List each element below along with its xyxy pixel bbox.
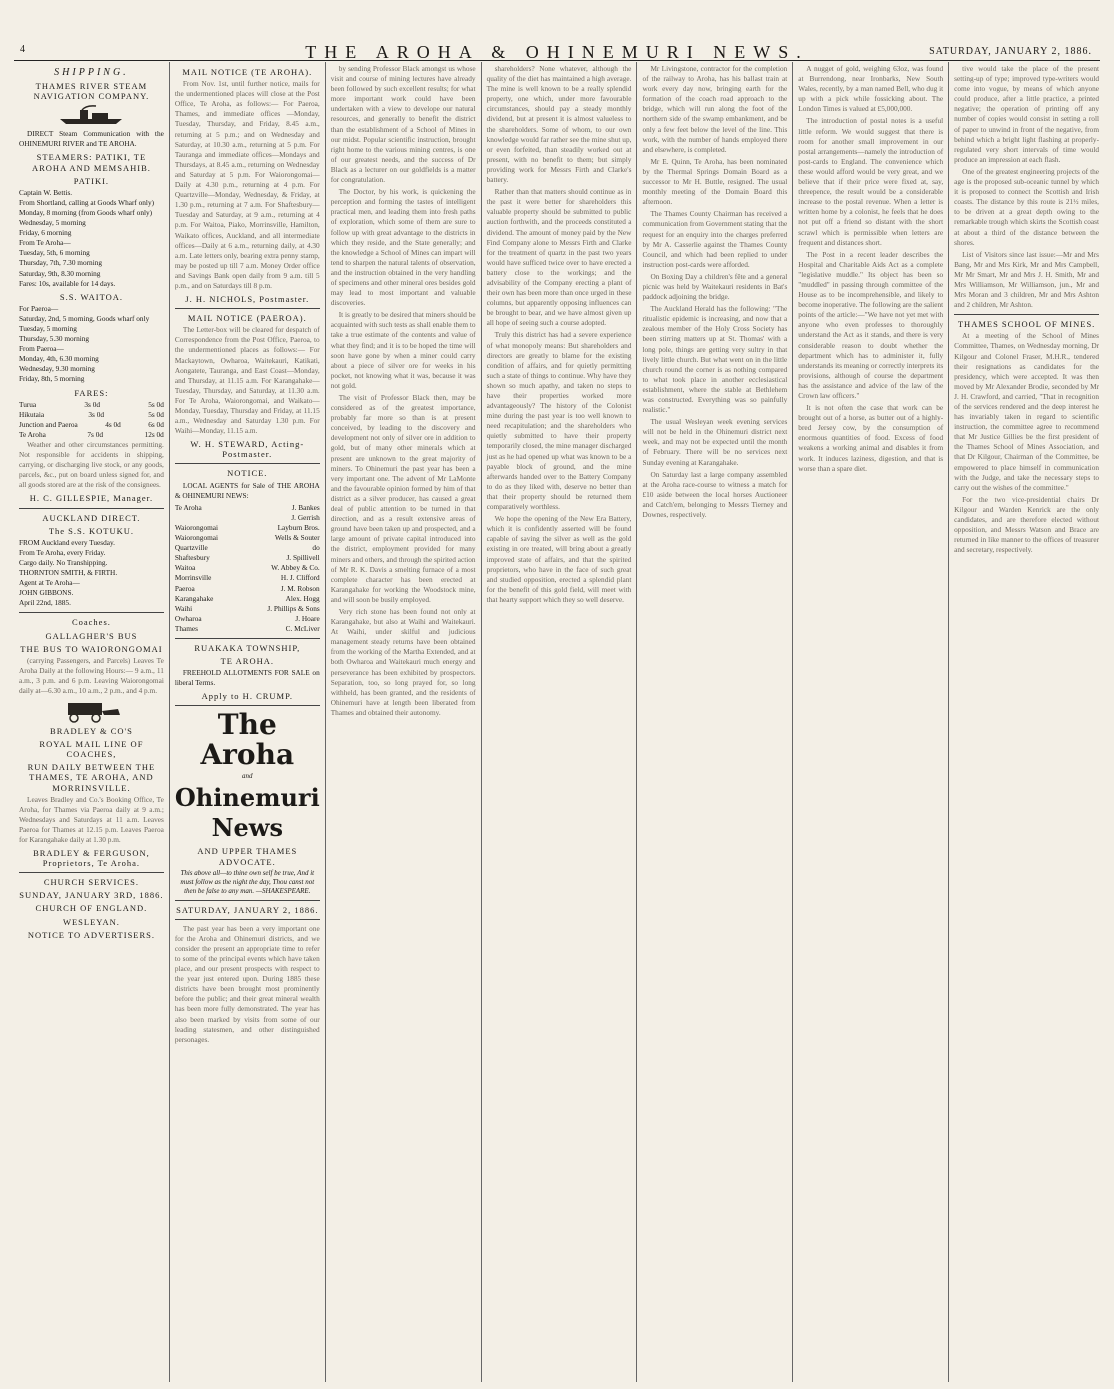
- masthead-title-line-2: Ohinemuri News: [174, 783, 320, 843]
- agent-row: J. Gerrish: [291, 512, 320, 522]
- agent-row: Quartzville do: [174, 543, 320, 553]
- page-header: [14, 8, 1100, 60]
- postmaster-signature: J. H. NICHOLS, Postmaster.: [185, 294, 310, 305]
- wesleyan-heading: WESLEYAN.: [62, 916, 120, 927]
- body-text: by sending Professor Black amongst us whose visit and course of mining lectures have already been followed by such excellent results; for what more important work could have been undertaken with a view to develope our natural resources, and generally to benefit the district than the establishment of a School of Mines in our midst. Popular scientific instruction, brought right home to the various mining centres, is one of our greatest needs, and the success of Dr Black as a lecturer on our goldfields is a matter for congratulation.: [330, 64, 476, 185]
- body-text: It is greatly to be desired that miners should be acquainted with such tests as shall enable them to take a true estimate of the contents and value of what they find; and it is to be hoped the time will soon have gone by when a miner could carry about a piece of silver ore for weeks in his pocket, not knowing what it was, because it was not gold.: [330, 310, 476, 390]
- bradley-heading: BRADLEY & CO'S: [50, 726, 133, 737]
- divider: [954, 314, 1099, 315]
- bradley-ferguson-signature: BRADLEY & FERGUSON, Proprietors, Te Aroha.: [33, 848, 150, 869]
- body-text: The Thames County Chairman has received a communication from Government stating that the request for an enquiry into the charges preferred by Mr A. Casserlie against the Thames County Council, and which had been replied to under instruction post-cards were afforded.: [642, 209, 788, 269]
- column-4: [481, 62, 637, 1382]
- agent-row: Shaftesbury J. Spillivell: [174, 553, 320, 563]
- body-text: From Nov. 1st, until further notice, mails for the undermentioned places will close at the Post Office, Te Aroha, as follows:— For Paeroa, Thames, and immediate offices —Monday, Tuesday, Thursday, and Friday, 8.45 a.m., returning at 5 p.m.; and on Wednesday and Saturday, at 10.30 a.m., returning at 5 p.m. For Tauranga and immediate offices—Mondays and Thursdays, at 8.45 a.m., returning on Wednesday and Saturday at 5 p.m. For Waiorongomai—Daily at 4.30 p.m., returning at 4 p.m. For Quartzville—Monday, Wednesday, & Friday, at 1.30 p.m., returning at 7 a.m. For Shaftesbury—Tuesday and Saturday, at 9 a.m., returning at 4 p.m. For Waitoa, Piako, Morrinsville, Hamilton, Waikato offices, Auckland, and all intermediate offices—Daily at 6 a.m., returning daily, at 4.30 a.m. Late letters only, bearing extra penny stamp, may be posted up till 7 a.m. Money Order office and Savings Bank open daily from 9 a.m. till 5 p.m., and on Saturdays till 8 p.m.: [174, 79, 320, 290]
- column-5: [636, 62, 792, 1382]
- agent-row: Owharoa J. Hoare: [174, 613, 320, 623]
- column-3: [325, 62, 481, 1382]
- fare-row: Turua 3s 0d 5s 0d: [19, 399, 164, 409]
- body-text: Weather and other circumstances permitting. Not responsible for accidents in shipping, carrying, or discharging live stock, or any goods, parcels, &c., put on board unless signed for, and all goods stored are at the risk of the consignees.: [19, 440, 164, 490]
- editorial-date: SATURDAY, JANUARY 2, 1886.: [176, 904, 319, 915]
- schedule-line: For Paeroa—: [19, 303, 59, 313]
- auckland-direct-heading: AUCKLAND DIRECT.: [42, 512, 141, 523]
- fare-row: Hikutaia 3s 0d 5s 0d: [19, 409, 164, 419]
- agent-row: Karangahake Alex. Hogg: [174, 593, 320, 603]
- acting-postmaster-signature: W. H. STEWARD, Acting-Postmaster.: [190, 439, 305, 460]
- fare-row: Te Aroha 7s 0d 12s 0d: [19, 429, 164, 439]
- patiki-heading: PATIKI.: [73, 175, 110, 186]
- detail-line: Cargo daily. No Transhipping.: [19, 557, 108, 567]
- columns: [14, 62, 1104, 1382]
- body-text: One of the greatest engineering projects of the age is the proposed sub-oceanic tunnel by which it is proposed to connect the Scottish and Irish coasts. The distance by this route is 21½ miles, to be driven at a great depth owing to the remarkable trough which skirts the Scottish coast at about a third of the distance between the shores.: [954, 166, 1100, 247]
- body-text: The Letter-box will be cleared for despatch of Correspondence from the Post Office, Paeroa, to the undermentioned places as follows:— For Mackaytown, Owharoa, Waitekauri, Katikati, Aongatete, Tauranga, and East Coast—Monday, and Thursday, at 11.15 a.m. For Karangahake—Tuesday, Thursday, and Saturday, at 11.30 a.m. For Te Aroha, Waiorongomai, and Waikato—Monday, Tuesday, Thursday and Friday, at 11.15 a.m., Wednesday and Saturday 1.30 p.m. For Waihi—Monday, 11.15 a.m.: [174, 325, 320, 436]
- masthead-conjunction: and: [242, 772, 253, 781]
- schedule-line: Monday, 8 morning (from Goods wharf only): [19, 207, 153, 217]
- masthead-title-line-1: The Aroha: [200, 708, 295, 772]
- church-heading: CHURCH SERVICES.: [43, 877, 139, 888]
- schedule-line: Wednesday, 9.30 morning: [19, 364, 95, 374]
- body-text: shareholders? None whatever, although the quality of the diet has maintained a high average. The mine is well known to be a really splendid property, one which, under more favourable circumstances, should pay a steady monthly dividend, but at present it is almost valueless to the shareholders. Some of whom, to our own knowledge would far rather see the mine shut up, or even forfeited, than steadily worked out at present, with no benefit to them; but simply providing work for Messrs Firth and Clarke's battery.: [486, 64, 632, 185]
- page-number: 4: [20, 44, 25, 55]
- steamship-icon: [56, 104, 126, 126]
- body-text: Very rich stone has been found not only at Karangahake, but also at Waihi and Waitekauri. At Waihi, under skilful and judicious management steady returns have been obtained from the working of the Martha Extended, and at both Owharoa and Waitekauri much energy and perseverance has been exhibited by prospectors. Separation, too, so long prayed for, so long withheld, has been granted, and the residents of Ohinemuri have at length been liberated from Thames and obtained their autonomy.: [330, 606, 476, 717]
- ruakaka-heading: RUAKAKA TOWNSHIP,: [194, 642, 301, 653]
- schedule-line: Friday, 6 morning: [19, 228, 72, 238]
- body-text: The Auckland Herald has the following: "The ritualistic epidemic is increasing, and now that a zealous member of the Holy Cross Society has been stirring matters up at St. Thomas' with a long pole, things are getting very sultry in that lively little church. But what went on in the little church round the corner is as nothing compared to what took place in another ecclesiastical establishment, where the stable at Bethlehem was constructed. Everything was so painfully realistic.": [642, 304, 788, 415]
- schedule-line: Friday, 8th, 5 morning: [19, 374, 85, 384]
- body-text: The usual Wesleyan week evening services will not be held in the Ohinemuri district next week, and may not be expected until the month of February. There will be no services next Sunday evening at Karangahake.: [642, 417, 788, 467]
- body-text: On Boxing Day a children's fête and a general picnic was held by Waitekauri residents in Bat's paddock adjoining the bridge.: [642, 271, 788, 302]
- freehold-notice: FREEHOLD ALLOTMENTS FOR SALE on liberal Terms.: [174, 668, 320, 688]
- agent-row: Thames C. McLiver: [174, 623, 320, 633]
- divider: [175, 463, 320, 464]
- company-name: THAMES RIVER STEAM NAVIGATION COMPANY.: [33, 81, 150, 102]
- shipping-heading: SHIPPING.: [54, 67, 129, 78]
- thames-school-heading: THAMES SCHOOL OF MINES.: [957, 319, 1096, 330]
- schedule-line: Wednesday, 5 morning: [19, 218, 86, 228]
- agent-row: Waiorongomai Layburn Bros.: [174, 522, 320, 532]
- mail-notice-paeroa-heading: MAIL NOTICE (PAEROA).: [187, 313, 307, 324]
- body-text: Leaves Bradley and Co.'s Booking Office, Te Aroha, for Thames via Paeroa daily at 9 a.m.; Wednesdays and Saturdays at 11 a.m. Leaves Paeroa for Thames at 12.15 p.m. Leaves Paeroa for Karangahake daily at 1.30 p.m.: [19, 794, 164, 844]
- steamers-list: STEAMERS: PATIKI, TE AROHA AND MEMSAHIB.: [31, 152, 151, 173]
- manager-signature: H. C. GILLESPIE, Manager.: [29, 493, 154, 504]
- divider: [175, 900, 320, 901]
- coach-icon: [56, 699, 126, 723]
- fares-table: [19, 400, 164, 440]
- body-text: (carrying Passengers, and Parcels) Leaves Te Aroha Daily at the following Hours:— 9 a.m., 11 a.m., 3 p.m. and 6 p.m. Leaving Waiorongomai daily at—6.30 a.m., 10 a.m., 2 p.m., and 4 p.m.: [19, 655, 164, 695]
- agent-row: Te Aroha J. Bankes: [174, 502, 320, 512]
- body-text: List of Visitors since last issue:—Mr and Mrs Bang, Mr and Mrs Kirk, Mr and Mrs Campbell, Mr Mr Smart, Mr and Mrs J. H. Smith, Mr and Mrs Williamson, Mr Williamson, jun., Mr and Mrs Moran and 3 children, Mr and Mrs Ashton and 2 children, Mr Ashton.: [954, 249, 1100, 310]
- agent-row: Morrinsville H. J. Clifford: [174, 573, 320, 583]
- column-1: [14, 62, 169, 1382]
- body-text: For the two vice-presidential chairs Dr Kilgour and Warden Kenrick are the only candidates, and are therefore elected without opposition, and Messrs Watson and Brace are returned in like manner to the offices of treasurer and secretary, respectively.: [954, 494, 1100, 555]
- fares-heading: FARES:: [74, 387, 109, 398]
- divider: [175, 705, 320, 706]
- divider: [175, 638, 320, 639]
- coaches-heading: Coaches.: [71, 617, 111, 628]
- detail-line: FROM Auckland every Tuesday.: [19, 537, 116, 547]
- body-text: Rather than that matters should continue as in the past it were better for shareholders this valuable property should be submitted to public auction forthwith, and the proceeds constituted a dividend. The amount of money paid by the New Find Company alone to Messrs Firth and Clarke for the treatment of quartz in the past two years would have sufficed twice over to have erected a battery close to the workings; and the advisability of the Company erecting a plant of their own has been more than once urged in these columns, but apparently opposing influences can be brought to bear, and we have almost given up all hope of seeing such a course adopted.: [486, 187, 632, 328]
- body-text: Mr Livingstone, contractor for the completion of the railway to Aroha, has his ballast train at work every day now, bringing earth for the formation of the coach road approach to the bridge, which will run along the foot of the northern side of the swamp embankment, and be only a few feet below the level of the line. This work, with the number of hands employed there and elsewhere, is completed.: [642, 64, 788, 154]
- column-2: [169, 62, 325, 1382]
- schedule-line: Tuesday, 5 morning: [19, 323, 77, 333]
- gallagher-subheading: THE BUS TO WAIORONGOMAI: [20, 643, 163, 654]
- body-text: On Saturday last a large company assembled at the Aroha race-course to witness a match for £10 aside between the local horses Auctioneer and Catch'em, belonging to Messrs Tierney and Downes, respectively.: [642, 469, 788, 520]
- agents-intro: LOCAL AGENTS for Sale of THE AROHA & OHINEMURI NEWS:: [174, 480, 320, 500]
- header-rule: [14, 60, 1100, 61]
- body-text: At a meeting of the School of Mines Committee, Thames, on Wednesday morning, Dr Kilgour and Colonel Fraser, M.H.R., tendered their resignations as candidates for the presidency, which were accepted. It was then moved by Mr Alexander Brodie, seconded by Mr J. H. Crawford, and carried, "That in recognition of the services rendered and the deep interest he has invariably taken in regard to scientific instruction, the committee agree to recommend that Mr Justice Gillies be the first president of the Thames School of Mines Association, and that Dr Kilgour, Chairman of the Committee, be empowered to place himself in communication with the Judge, and take the necessary steps to carry out the wishes of the committee.": [954, 331, 1100, 492]
- schedule-line: From Shortland, calling at Goods Wharf only): [19, 197, 155, 207]
- agents-list: [175, 503, 320, 634]
- schedule-line: Tuesday, 5th, 6 morning: [19, 248, 90, 258]
- masthead-subtitle: AND UPPER THAMES ADVOCATE.: [197, 846, 298, 867]
- body-text: The visit of Professor Black then, may be considered as of the greatest importance, probably far more so than is at present conceived, by leading to the discovery and development not only of silver ore in addition to gold, but of many other minerals which at present are unknown to the great majority of miners. To Ohinemuri the past year has been a very important one. The advent of Mr LaMonte and the favourable opinion formed by him of that district as a silver producer, has caused a great deal of public attention to be turned in that direction, and as a result extensive areas of ground have been taken up and prospected, and a large amount of private capital introduced into the district, employment provided for many miners and others, and through the spirited action of Mr R. K. Davis a smelting furnace of a most complete character has been erected at Karangahake for working the Woodstock mine, and will soon be busily employed.: [330, 393, 476, 604]
- schedule-line: From Te Aroha—: [19, 238, 71, 248]
- agent-row: Waitoa W. Abbey & Co.: [174, 563, 320, 573]
- waitoa-schedule: [19, 304, 164, 385]
- advertisers-notice-heading: NOTICE TO ADVERTISERS.: [27, 929, 156, 940]
- fare-row: Junction and Paeroa 4s 0d 6s 0d: [19, 419, 164, 429]
- body-text: The introduction of postal notes is a useful little reform. We would suggest that there is room for another small improvement in our postal arrangements—namely the introduction of post-cards to England. The convenience which these would afford would be very great, and we believe that if their price were fixed at, say, threepence, the result would be a considerable increase to the postal revenue. When a letter is written home by a colonist, he feels that he does not put off a friend so distant with the short scrawl which is permissible when letters are frequent and distances short.: [798, 116, 944, 247]
- waitoa-heading: S.S. WAITOA.: [59, 291, 124, 302]
- detail-line: April 22nd, 1885.: [19, 598, 71, 608]
- detail-line: JOHN GIBBONS.: [19, 588, 74, 598]
- detail-line: From Te Aroha, every Friday.: [19, 547, 106, 557]
- body-text: Truly this district has had a severe experience of what monopoly means: But shareholders and directors are greatly to blame for the existing condition of affairs, and for quietly permitting such a state of things to continue. Why have they shown so much apathy, and taken no steps to have their properties worked more advantageously? The history of the Colonist mine during the past year is too well known to need recapitulation; and the shareholders who quietly submitted to have their property temporarily closed, the mine manager discharged just as he had opened up what was known to be a payable block of ground, and the mine afterwards handed over to the Battery Company to do as they liked with, deserve no better than that their property should be returned them comparatively worthless.: [486, 330, 632, 512]
- editorial-text: The past year has been a very important one for the Aroha and Ohinemuri districts, and we consider the present an appropriate time to refer to some of the principal events which have taken place, and our present prospects with respect to the year just entered upon. During 1885 these districts have been brought most prominently before the public; and their great mineral wealth has been more fully demonstrated. The year has also been marked by visits from some of our leading statesmen, and other distinguished personages.: [174, 923, 320, 1044]
- detail-line: Agent at Te Aroha—: [19, 578, 80, 588]
- royal-mail-subheading: RUN DAILY BETWEEN THE THAMES, TE AROHA, AND MORRINSVILLE.: [27, 762, 156, 793]
- gallagher-heading: GALLAGHER'S BUS: [45, 630, 138, 641]
- newspaper-title: THE AROHA & OHINEMURI NEWS.: [305, 42, 809, 62]
- schedule-line: Thursday, 7th, 7.30 morning: [19, 258, 103, 268]
- body-text: It is not often the case that work can be brought out of a horse, as butter out of a highly-bred Jersey cow, by the consumption of enormous quantities of food. Excess of food weakens a working animal and disables it from work. It induces laziness, digestion, and that is worse than a spare diet.: [798, 403, 944, 473]
- body-text: tive would take the place of the present setting-up of type; improved type-writers would come into vogue, by means of which anyone could produce, after a little practice, a printed negative; the operation of printing off any number of copies would consist in setting a roll of paper to unwind in front of the negative, from behind which a bright light flashing at properly-regulated very short intervals of time would produce an impression at each flash.: [954, 64, 1100, 164]
- schedule-line: Thursday, 5.30 morning: [19, 334, 90, 344]
- divider: [175, 919, 320, 920]
- divider: [175, 308, 320, 309]
- body-text: A nugget of gold, weighing 63oz, was found at Burrendong, near Ironbarks, New South Wales, recently, by a man named Bell, who dug it up with a pick while fossicking about. The London Times is valued at £5,000,000.: [798, 64, 944, 114]
- schedule-line: Monday, 4th, 6.30 morning: [19, 354, 99, 364]
- coe-heading: CHURCH OF ENGLAND.: [35, 903, 148, 914]
- column-6: [792, 62, 948, 1382]
- ruakaka-subheading: TE AROHA.: [220, 656, 274, 667]
- schedule-line: From Paeroa—: [19, 344, 64, 354]
- divider: [19, 508, 164, 509]
- masthead-motto: This above all—to thine own self be true, And it must follow as the night the day, Thou canst not then be false to any man. —SHAKESPEARE.: [180, 868, 315, 895]
- kotuku-details: [19, 538, 164, 609]
- agent-row: Waihi J. Phillips & Sons: [174, 603, 320, 613]
- church-date: SUNDAY, JANUARY 3RD, 1886.: [19, 890, 164, 901]
- detail-line: THORNTON SMITH, & FIRTH.: [19, 568, 118, 578]
- divider: [19, 612, 164, 613]
- royal-mail-heading: ROYAL MAIL LINE OF COACHES,: [39, 739, 144, 760]
- patiki-schedule: [19, 188, 164, 289]
- body-text: We hope the opening of the New Era Battery, which it is confidently asserted will be found capable of saving the silver as well as the gold existing in ore treated, will bring about a greatly improved state of affairs, and that the spirited proprietors, who have in the face of such great and studied opposition, erected a splendid plant for the benefit of this gold field, will meet with that hearty support which they so well deserve.: [486, 514, 632, 604]
- mail-notice-heading: MAIL NOTICE (TE AROHA).: [182, 67, 313, 77]
- schedule-line: Fares: 10s, available for 14 days.: [19, 278, 116, 288]
- kotuku-heading: The S.S. KOTUKU.: [48, 525, 135, 536]
- apply-line: Apply to H. CRUMP.: [201, 691, 294, 702]
- notice-heading: NOTICE.: [227, 468, 268, 479]
- schedule-line: Saturday, 2nd, 5 morning, Goods wharf only: [19, 313, 150, 323]
- direct-service: DIRECT Steam Communication with the OHINEMURI RIVER and TE AROHA.: [19, 129, 164, 149]
- column-7: [948, 62, 1104, 1382]
- schedule-line: Captain W. Bettis.: [19, 187, 73, 197]
- divider: [19, 872, 164, 873]
- body-text: The Doctor, by his work, is quickening the perception and forming the tastes of intelligent practical men, and leading them into fresh paths of exploration, which some of them are sure to follow up with great advantage to the districts in which they reside, and the State generally; and the knowledge a School of Mines can impart will tend to sharpen the natural talents of observation, and the instruction obtained in the very handling of specimens and other mineral ores besides gold may lead to most important and valuable discoveries.: [330, 187, 476, 308]
- schedule-line: Saturday, 9th, 8.30 morning: [19, 268, 101, 278]
- body-text: The Post in a recent leader describes the Hospital and Charitable Aids Act as a complete "legislative muddle." Its object has been so "muddled" in passing through committee of the House as to be incomprehensible, and likely to become inoperative. The following are the salient points of the article:—"We have not yet met with anyone who even professes to thoroughly understand the Act as it stands, and there is very considerable reason to doubt whether the department which has to administer it, fully understands its meaning or correctly interprets its provisions, although of course the department has the assistance and advice of the law of the Crown law officers.": [798, 249, 944, 400]
- agent-row: Paeroa J. M. Robson: [174, 583, 320, 593]
- body-text: Mr E. Quinn, Te Aroha, has been nominated by the Thermal Springs Domain Board as a successor to Mr H. Buttle, resigned. The usual monthly meeting of the Domain Board this afternoon.: [642, 156, 788, 207]
- issue-date: SATURDAY, JANUARY 2, 1886.: [929, 46, 1092, 57]
- agent-row: Waiorongomai Wells & Souter: [174, 533, 320, 543]
